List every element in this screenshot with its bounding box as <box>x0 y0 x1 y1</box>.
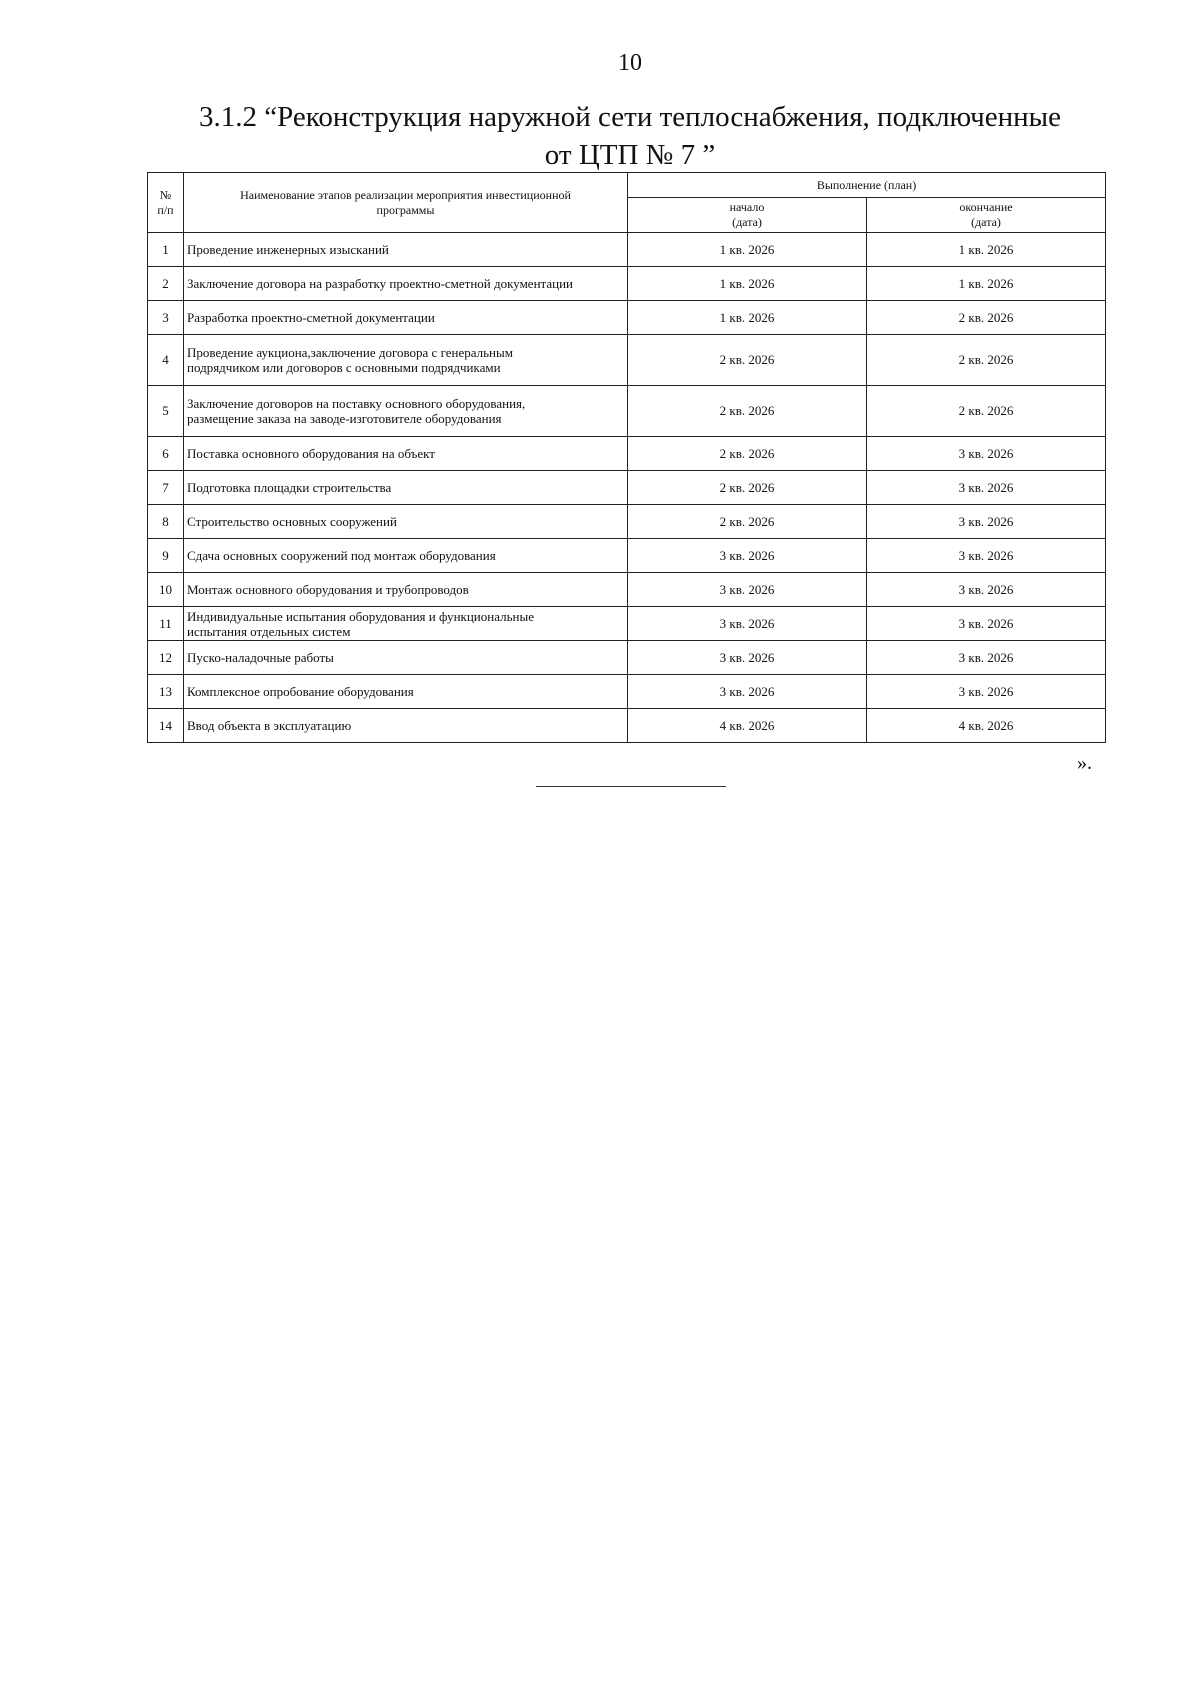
stage-name <box>184 471 628 505</box>
header-number-line-1: № <box>159 187 172 202</box>
stage-name-line-1: Подготовка площадки строительства <box>187 480 392 495</box>
row-number: 12 <box>148 641 184 675</box>
header-stage-name <box>184 173 628 233</box>
stage-name <box>184 386 628 437</box>
end-date: 3 кв. 2026 <box>867 641 1106 675</box>
end-date: 3 кв. 2026 <box>867 573 1106 607</box>
document-title-line-1: 3.1.2 “Реконструкция наружной сети теплоснабжения, подключенные <box>199 101 1061 133</box>
end-date: 3 кв. 2026 <box>867 437 1106 471</box>
table-row <box>148 607 1106 641</box>
start-date: 2 кв. 2026 <box>628 505 867 539</box>
start-date: 2 кв. 2026 <box>628 335 867 386</box>
implementation-plan-table <box>147 172 1106 743</box>
row-number: 9 <box>148 539 184 573</box>
closing-quote-mark: ». <box>1077 752 1092 774</box>
start-date: 4 кв. 2026 <box>628 709 867 743</box>
start-date: 2 кв. 2026 <box>628 386 867 437</box>
start-date: 3 кв. 2026 <box>628 675 867 709</box>
row-number: 10 <box>148 573 184 607</box>
stage-name <box>184 675 628 709</box>
stage-name-line-1: Ввод объекта в эксплуатацию <box>187 718 352 733</box>
stage-name <box>184 233 628 267</box>
row-number: 6 <box>148 437 184 471</box>
table-row <box>148 675 1106 709</box>
table-row <box>148 505 1106 539</box>
end-date: 1 кв. 2026 <box>867 267 1106 301</box>
start-date: 2 кв. 2026 <box>628 437 867 471</box>
stage-name <box>184 709 628 743</box>
stage-name <box>184 641 628 675</box>
stage-name-line-2: испытания отдельных систем <box>187 623 351 639</box>
stage-name-line-1: Индивидуальные испытания оборудования и функциональные <box>187 608 534 624</box>
stage-name <box>184 573 628 607</box>
end-date: 2 кв. 2026 <box>867 335 1106 386</box>
header-number <box>148 173 184 233</box>
table-body <box>148 233 1106 743</box>
row-number: 7 <box>148 471 184 505</box>
stage-name <box>184 607 628 641</box>
start-date: 3 кв. 2026 <box>628 641 867 675</box>
table-row <box>148 709 1106 743</box>
start-date: 3 кв. 2026 <box>628 539 867 573</box>
end-date: 3 кв. 2026 <box>867 471 1106 505</box>
stage-name-line-1: Комплексное опробование оборудования <box>187 684 414 699</box>
row-number: 2 <box>148 267 184 301</box>
stage-name <box>184 437 628 471</box>
stage-name <box>184 335 628 386</box>
end-date: 4 кв. 2026 <box>867 709 1106 743</box>
stage-name <box>184 267 628 301</box>
end-date: 3 кв. 2026 <box>867 505 1106 539</box>
document-title <box>140 98 1120 174</box>
start-date: 3 кв. 2026 <box>628 607 867 641</box>
end-date: 3 кв. 2026 <box>867 675 1106 709</box>
row-number: 11 <box>148 607 184 641</box>
header-start-date-line-1: начало <box>729 200 765 214</box>
row-number: 5 <box>148 386 184 437</box>
stage-name <box>184 505 628 539</box>
stage-name-line-1: Поставка основного оборудования на объект <box>187 446 435 461</box>
stage-name-line-1: Проведение инженерных изысканий <box>187 242 389 257</box>
header-number-line-2: п/п <box>157 202 174 217</box>
stage-name-line-1: Пуско-наладочные работы <box>187 650 334 665</box>
start-date: 3 кв. 2026 <box>628 573 867 607</box>
stage-name-line-1: Заключение договоров на поставку основного оборудования, <box>187 396 526 411</box>
stage-name-line-2: подрядчиком или договоров с основными подрядчиками <box>187 360 501 375</box>
row-number: 13 <box>148 675 184 709</box>
header-start-date <box>628 198 867 233</box>
table-row <box>148 573 1106 607</box>
row-number: 14 <box>148 709 184 743</box>
end-divider-line <box>536 786 726 787</box>
header-stage-name-line-2: программы <box>376 202 435 217</box>
stage-name-line-1: Заключение договора на разработку проектно-сметной документации <box>187 276 574 291</box>
table-row <box>148 301 1106 335</box>
header-end-date-line-2: (дата) <box>971 215 1001 229</box>
start-date: 2 кв. 2026 <box>628 471 867 505</box>
stage-name <box>184 301 628 335</box>
start-date: 1 кв. 2026 <box>628 233 867 267</box>
table-row <box>148 471 1106 505</box>
end-date: 3 кв. 2026 <box>867 607 1106 641</box>
row-number: 4 <box>148 335 184 386</box>
stage-name-line-2: размещение заказа на заводе-изготовителе оборудования <box>187 411 502 426</box>
end-date: 2 кв. 2026 <box>867 301 1106 335</box>
stage-name-line-1: Сдача основных сооружений под монтаж оборудования <box>187 548 496 563</box>
table-row <box>148 641 1106 675</box>
end-date: 3 кв. 2026 <box>867 539 1106 573</box>
stage-name-line-1: Строительство основных сооружений <box>187 514 397 529</box>
table-row <box>148 386 1106 437</box>
stage-name-line-1: Монтаж основного оборудования и трубопроводов <box>187 582 469 597</box>
header-stage-name-line-1: Наименование этапов реализации мероприятия инвестиционной <box>240 187 571 202</box>
stage-name <box>184 539 628 573</box>
end-date: 2 кв. 2026 <box>867 386 1106 437</box>
row-number: 3 <box>148 301 184 335</box>
table-row <box>148 335 1106 386</box>
stage-name-line-1: Проведение аукциона,заключение договора с генеральным <box>187 345 513 360</box>
document-title-line-2: от ЦТП № 7 ” <box>544 139 716 171</box>
header-start-date-line-2: (дата) <box>732 215 762 229</box>
start-date: 1 кв. 2026 <box>628 267 867 301</box>
row-number: 8 <box>148 505 184 539</box>
header-end-date-line-1: окончание <box>959 200 1013 214</box>
header-end-date <box>867 198 1106 233</box>
row-number: 1 <box>148 233 184 267</box>
start-date: 1 кв. 2026 <box>628 301 867 335</box>
end-date: 1 кв. 2026 <box>867 233 1106 267</box>
table-row <box>148 539 1106 573</box>
table-row <box>148 267 1106 301</box>
header-execution-plan: Выполнение (план) <box>628 173 1106 198</box>
table-row <box>148 437 1106 471</box>
page-number: 10 <box>618 50 642 76</box>
table-row <box>148 233 1106 267</box>
stage-name-line-1: Разработка проектно-сметной документации <box>187 310 435 325</box>
